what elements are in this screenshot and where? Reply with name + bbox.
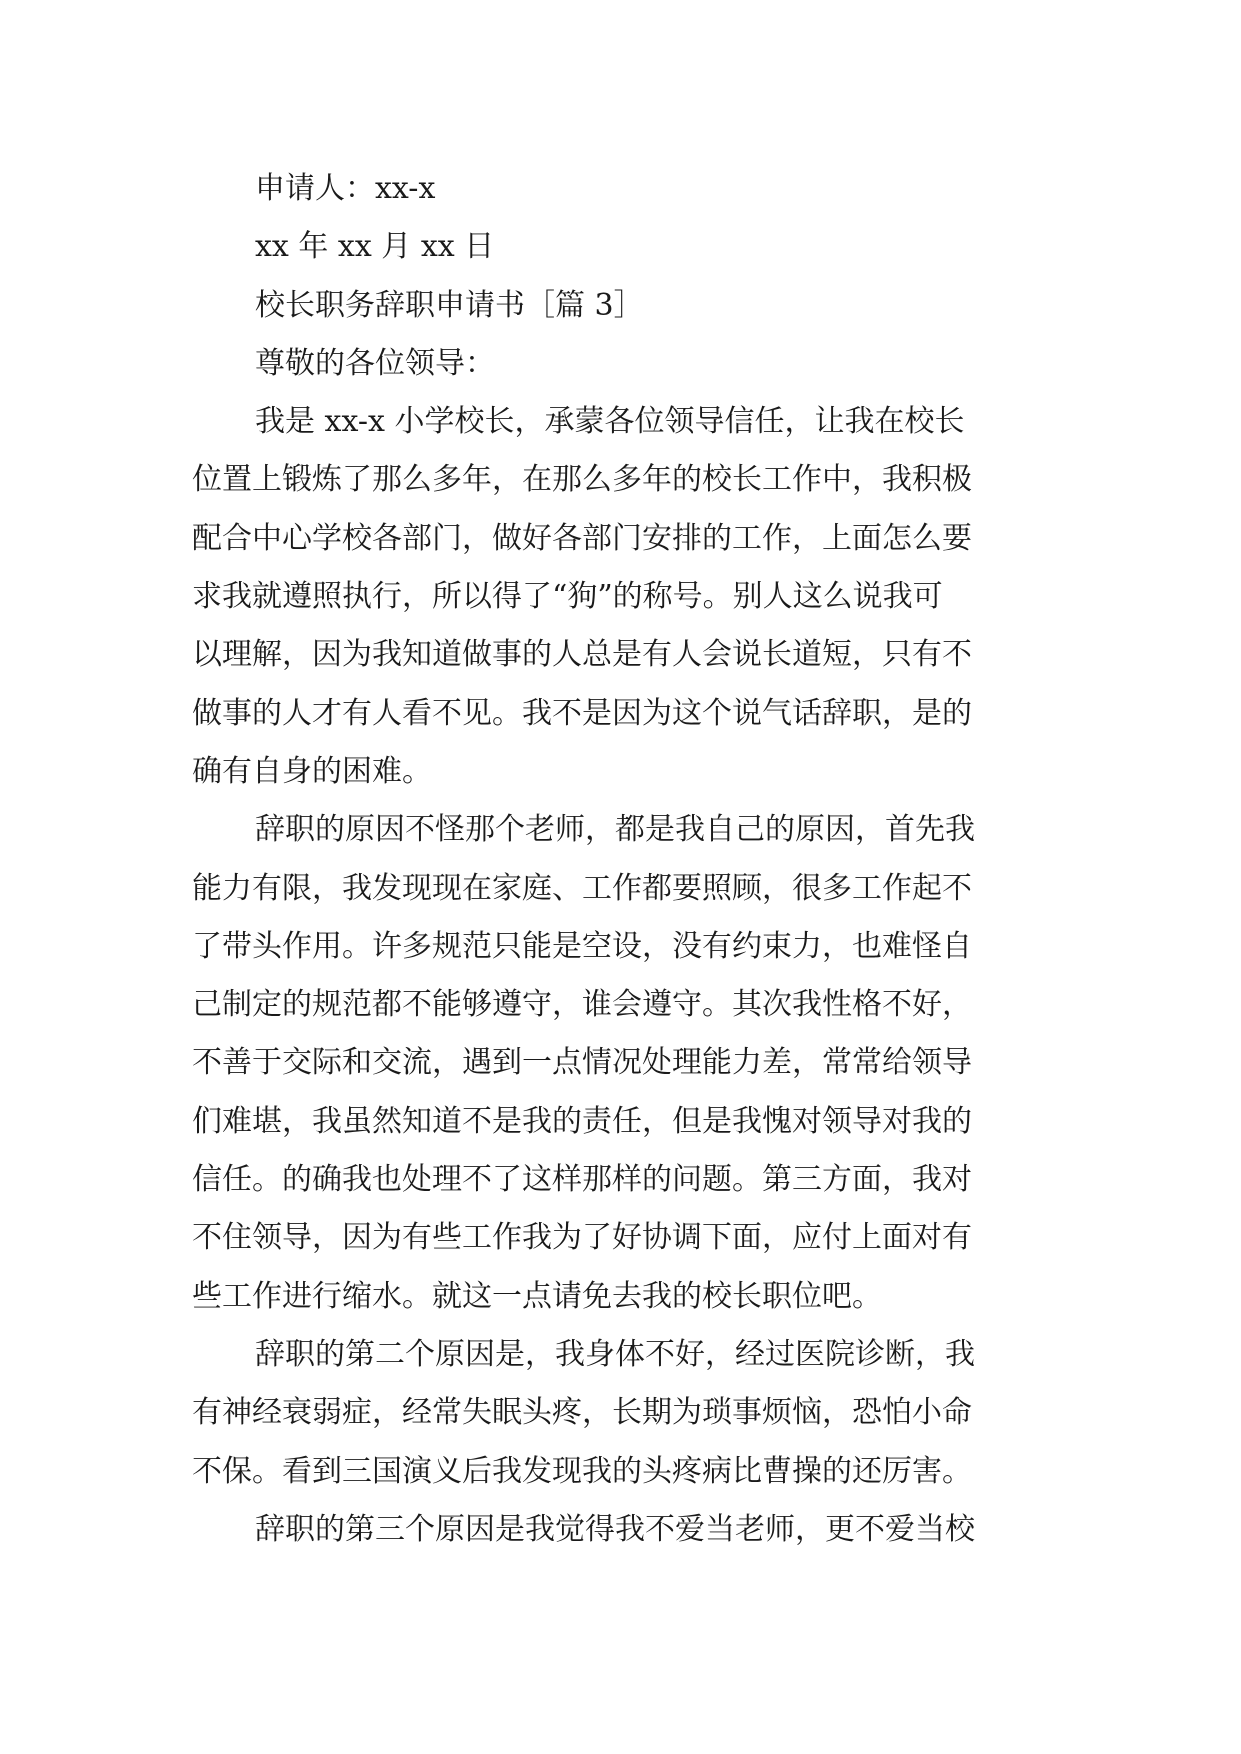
- salutation: 尊敬的各位领导：: [255, 345, 495, 381]
- paragraph-line: 位置上锻炼了那么多年，在那么多年的校长工作中，我积极: [192, 462, 972, 498]
- paragraph-line: 做事的人才有人看不见。我不是因为这个说气话辞职，是的: [192, 695, 972, 731]
- section-title: 校长职务辞职申请书［篇 3］: [255, 287, 644, 323]
- paragraph-line: 了带头作用。许多规范只能是空设，没有约束力，也难怪自: [192, 928, 972, 964]
- paragraph-1: [192, 393, 1050, 801]
- paragraph-line: 信任。的确我也处理不了这样那样的问题。第三方面，我对: [192, 1162, 972, 1198]
- paragraph-line: 确有自身的困难。: [192, 753, 432, 789]
- paragraph-line: 辞职的原因不怪那个老师，都是我自己的原因，首先我: [255, 812, 975, 848]
- paragraph-line: 配合中心学校各部门，做好各部门安排的工作，上面怎么要: [192, 520, 972, 556]
- paragraph-line: 我是 xx-x 小学校长，承蒙各位领导信任，让我在校长: [255, 404, 965, 440]
- paragraph-3: [192, 1326, 1050, 1501]
- paragraph-line: 不保。看到三国演义后我发现我的头疼病比曹操的还厉害。: [192, 1453, 972, 1489]
- paragraph-line: 有神经衰弱症，经常失眠头疼，长期为琐事烦恼，恐怕小命: [192, 1395, 972, 1431]
- paragraph-line: 辞职的第二个原因是，我身体不好，经过医院诊断，我: [255, 1336, 975, 1372]
- paragraph-line: 们难堪，我虽然知道不是我的责任，但是我愧对领导对我的: [192, 1103, 972, 1139]
- paragraph-line: 不善于交际和交流，遇到一点情况处理能力差，常常给领导: [192, 1045, 972, 1081]
- paragraph-line: 能力有限，我发现现在家庭、工作都要照顾，很多工作起不: [192, 870, 972, 906]
- document-body: [192, 160, 1050, 1559]
- paragraph-4: [192, 1501, 1050, 1559]
- paragraph-line: 不住领导，因为有些工作我为了好协调下面，应付上面对有: [192, 1220, 972, 1256]
- paragraph-line: 求我就遵照执行，所以得了“狗”的称号。别人这么说我可: [192, 579, 943, 615]
- paragraph-line: 己制定的规范都不能够遵守，谁会遵守。其次我性格不好，: [192, 987, 972, 1023]
- paragraph-line: 辞职的第三个原因是我觉得我不爱当老师，更不爱当校: [255, 1511, 975, 1547]
- paragraph-line: 些工作进行缩水。就这一点请免去我的校长职位吧。: [192, 1278, 882, 1314]
- paragraph-line: 以理解，因为我知道做事的人总是有人会说长道短，只有不: [192, 637, 972, 673]
- applicant-line: 申请人：xx-x: [255, 171, 436, 206]
- paragraph-2: [192, 801, 1050, 1326]
- date-line: xx 年 xx 月 xx 日: [255, 229, 495, 265]
